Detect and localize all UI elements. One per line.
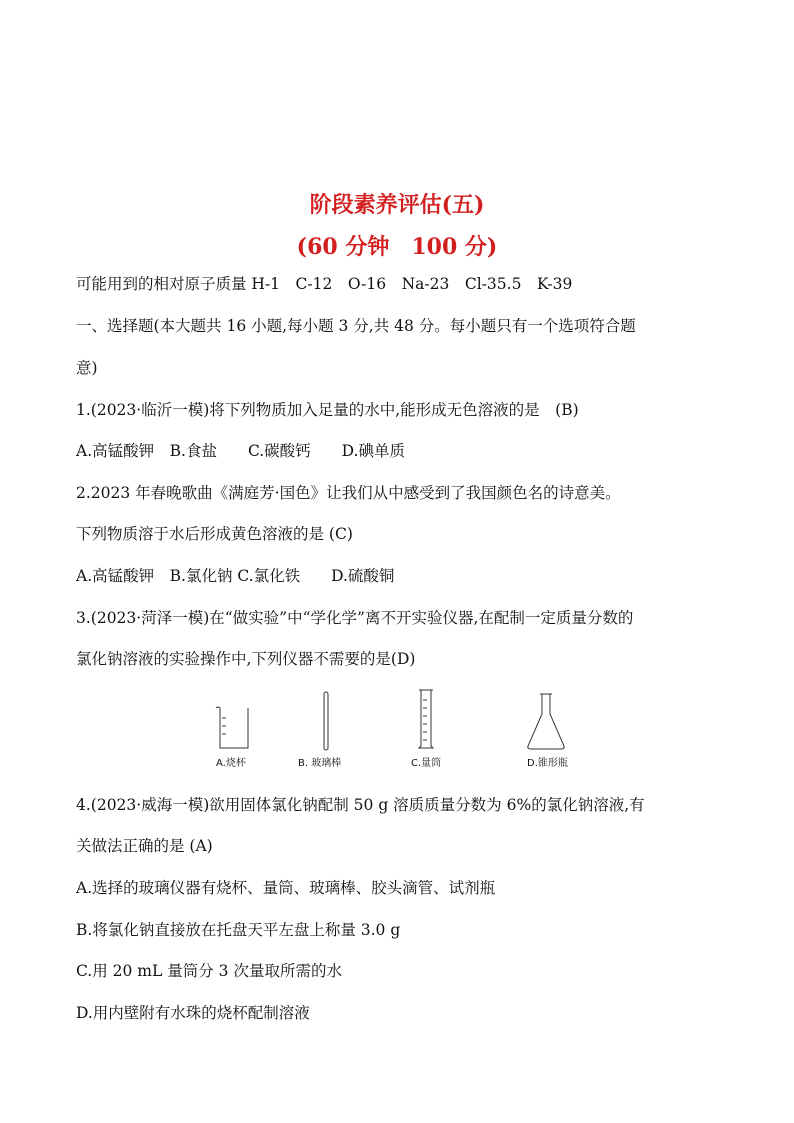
question-2-options: A.高锰酸钾 B.氯化钠 C.氯化铁 D.硫酸铜 xyxy=(76,567,395,585)
section-heading-line1: 一、选择题(本大题共 16 小题,每小题 3 分,共 48 分。每小题只有一个选项符合题 xyxy=(76,317,636,335)
question-4-option-b: B.将氯化钠直接放在托盘天平左盘上称量 3.0 g xyxy=(76,921,401,939)
page-title: 阶段素养评估(五) xyxy=(309,192,485,218)
page-subtitle: (60 分钟 100 分) xyxy=(296,234,498,260)
conical-flask-icon xyxy=(528,694,564,749)
question-4-stem-line2: 关做法正确的是 (A) xyxy=(76,837,213,855)
question-2-stem-line2: 下列物质溶于水后形成黄色溶液的是 (C) xyxy=(76,525,353,543)
question-1-stem: 1.(2023·临沂一模)将下列物质加入足量的水中,能形成无色溶液的是 (B) xyxy=(76,401,579,419)
glass-rod-icon xyxy=(324,692,328,750)
figure-label-c: C.量筒 xyxy=(411,758,442,769)
question-3-stem-line1: 3.(2023·菏泽一模)在“做实验”中“学化学”离不开实验仪器,在配制一定质量分数的 xyxy=(76,609,634,627)
question-1-options: A.高锰酸钾 B.食盐 C.碳酸钙 D.碘单质 xyxy=(76,442,405,460)
lab-instruments-figure xyxy=(200,686,620,772)
question-4-option-d: D.用内壁附有水珠的烧杯配制溶液 xyxy=(76,1004,310,1022)
question-3-stem-line2: 氯化钠溶液的实验操作中,下列仪器不需要的是(D) xyxy=(76,650,416,668)
question-4-stem-line1: 4.(2023·威海一模)欲用固体氯化钠配制 50 g 溶质质量分数为 6%的氯化钠溶液,有 xyxy=(76,796,645,814)
graduated-cylinder-icon xyxy=(419,690,433,748)
section-heading-line2: 意) xyxy=(76,359,98,377)
atomic-masses-line: 可能用到的相对原子质量 H-1 C-12 O-16 Na-23 Cl-35.5 K-39 xyxy=(76,275,573,293)
figure-label-d: D.锥形瓶 xyxy=(527,758,568,769)
question-2-stem-line1: 2.2023 年春晚歌曲《满庭芳·国色》让我们从中感受到了我国颜色名的诗意美。 xyxy=(76,484,621,502)
question-4-option-a: A.选择的玻璃仪器有烧杯、量筒、玻璃棒、胶头滴管、试剂瓶 xyxy=(76,879,496,897)
figure-label-b: B. 玻璃棒 xyxy=(298,758,342,769)
question-4-option-c: C.用 20 mL 量筒分 3 次量取所需的水 xyxy=(76,962,342,980)
beaker-icon xyxy=(216,707,248,748)
figure-label-a: A.烧杯 xyxy=(216,758,246,769)
